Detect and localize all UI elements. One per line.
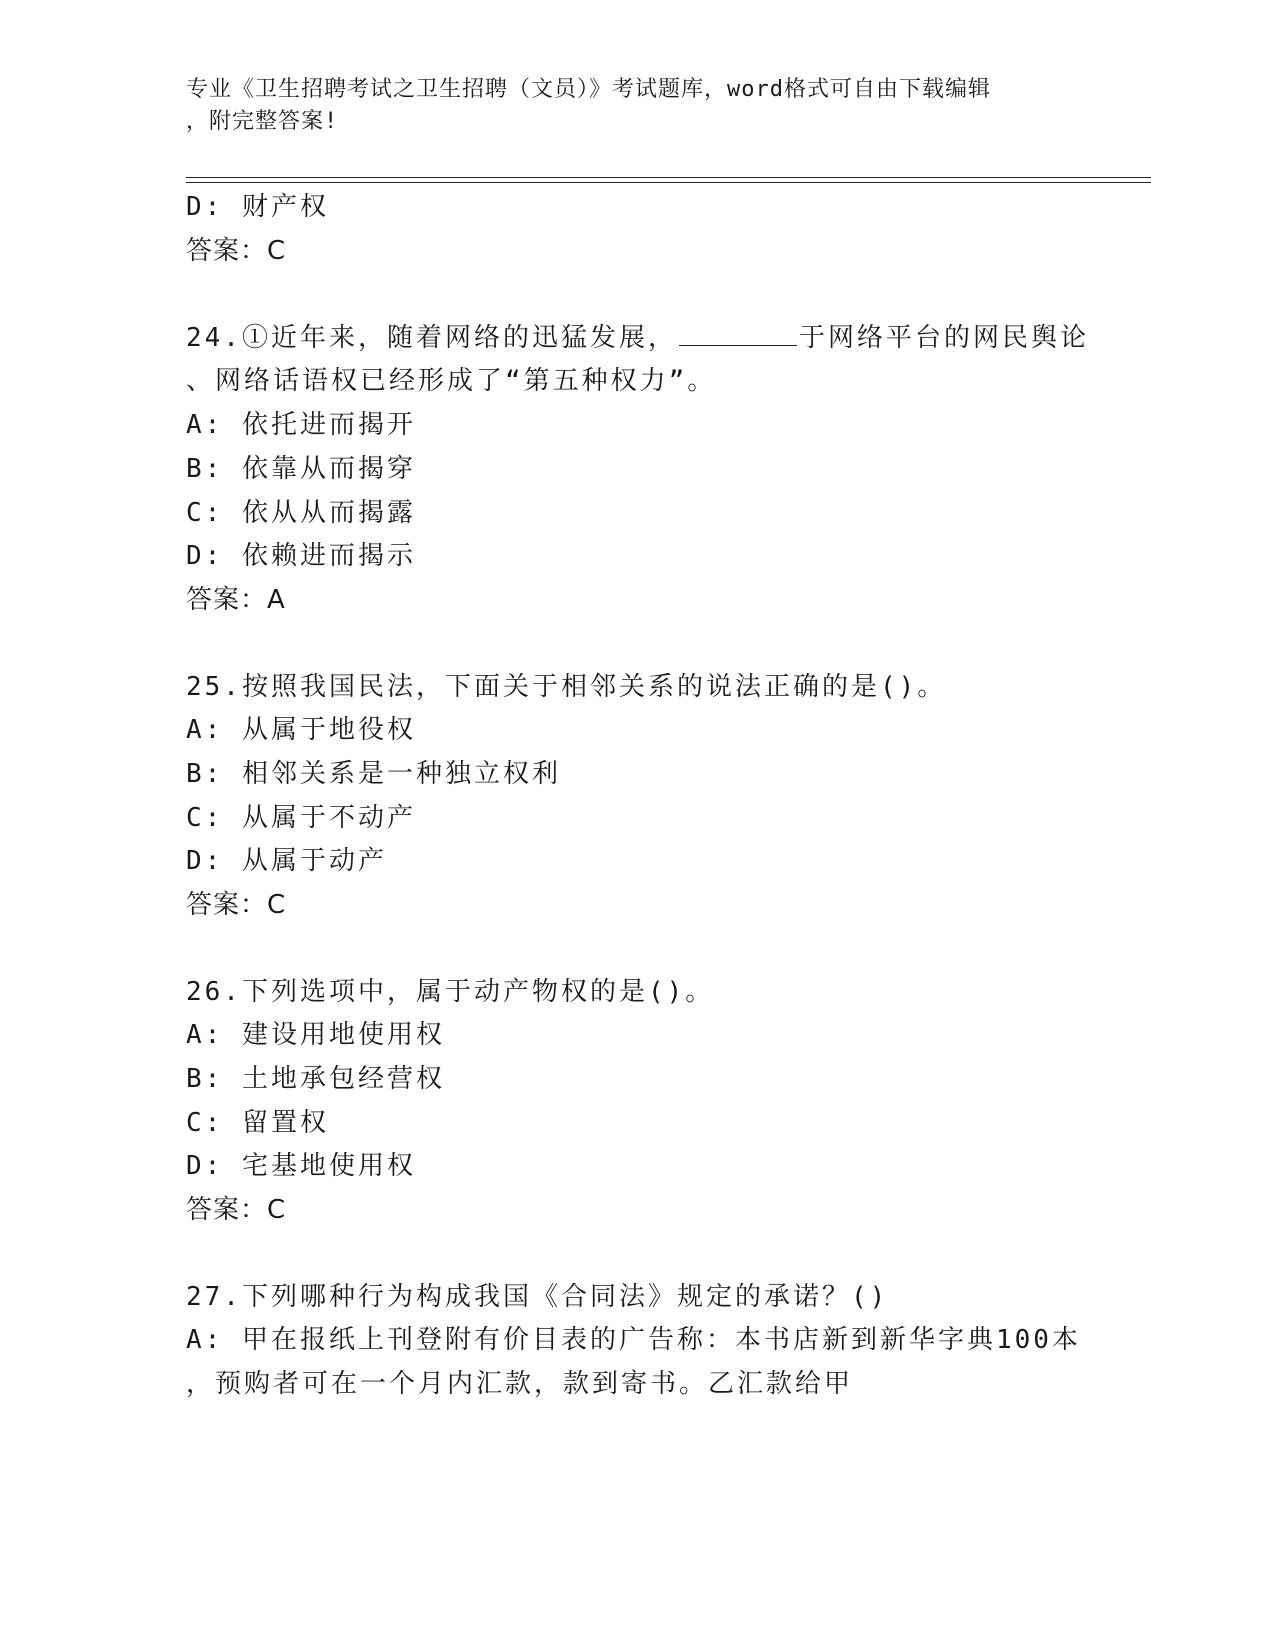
q23-answer: 答案：C [186, 236, 287, 266]
q27-stem: 27.下列哪种行为构成我国《合同法》规定的承诺？() [186, 1282, 889, 1312]
q27-option-a-line-2: ，预购者可在一个月内汇款，款到寄书。乙汇款给甲 [186, 1369, 854, 1399]
q25-answer: 答案：C [186, 890, 287, 920]
header-rule-top [186, 177, 1151, 178]
q25-option-d: D: 从属于动产 [186, 846, 387, 876]
q24-answer: 答案：A [186, 585, 286, 615]
header-line-2: ，附完整答案! [186, 109, 339, 134]
page-header [186, 74, 1066, 138]
q25-option-a: A: 从属于地役权 [186, 715, 416, 745]
q24-fill-blank [679, 323, 797, 346]
q24-option-a: A: 依托进而揭开 [186, 410, 416, 440]
q26-option-b: B: 土地承包经营权 [186, 1064, 445, 1094]
q27-option-a-line-1: A: 甲在报纸上刊登附有价目表的广告称：本书店新到新华字典100本 [186, 1325, 1081, 1355]
q24-stem-line-2: 、网络话语权已经形成了“第五种权力”。 [186, 366, 717, 396]
q26-answer: 答案：C [186, 1195, 287, 1225]
q26-stem: 26.下列选项中，属于动产物权的是()。 [186, 977, 715, 1007]
q26-option-d: D: 宅基地使用权 [186, 1151, 416, 1181]
q26-option-a: A: 建设用地使用权 [186, 1020, 445, 1050]
header-rule-bottom [186, 182, 1151, 183]
q25-option-b: B: 相邻关系是一种独立权利 [186, 759, 561, 789]
q24-stem-part-1: 24.①近年来，随着网络的迅猛发展， [186, 323, 677, 353]
q25-stem: 25.按照我国民法，下面关于相邻关系的说法正确的是()。 [186, 672, 947, 702]
q24-stem-line-1 [186, 321, 1089, 355]
q25-option-c: C: 从属于不动产 [186, 803, 416, 833]
q24-option-c: C: 依从从而揭露 [186, 498, 416, 528]
q24-option-b: B: 依靠从而揭穿 [186, 454, 416, 484]
q24-stem-part-2: 于网络平台的网民舆论 [798, 323, 1089, 353]
q23-option-d: D: 财产权 [186, 192, 329, 222]
q24-option-d: D: 依赖进而揭示 [186, 541, 416, 571]
q26-option-c: C: 留置权 [186, 1108, 329, 1138]
header-line-1: 专业《卫生招聘考试之卫生招聘（文员）》考试题库，word格式可自由下载编辑 [186, 77, 991, 102]
